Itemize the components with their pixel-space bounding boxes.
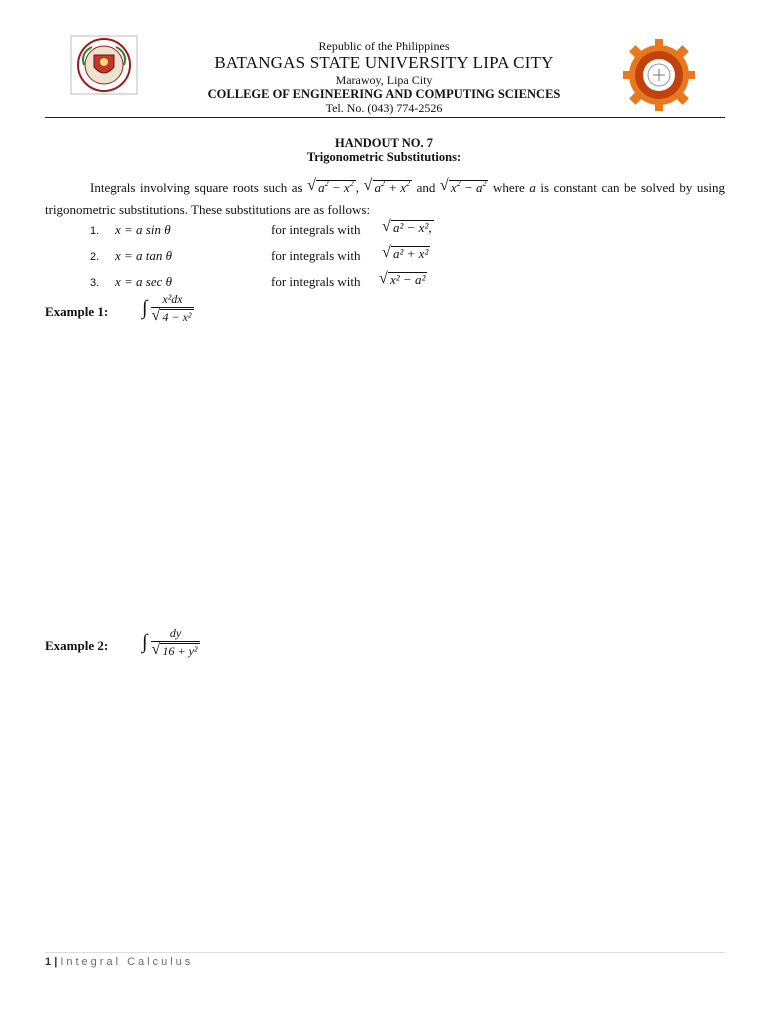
page-footer xyxy=(45,956,193,968)
handout-number: HANDOUT NO. 7 xyxy=(334,136,434,150)
intro-text-2: where xyxy=(493,180,525,195)
header-address: Marawoy, Lipa City xyxy=(335,73,433,87)
substitution-radical: √ a² + x² xyxy=(382,244,429,261)
example-2-integral: ∫ dy √ 16 + y² xyxy=(142,626,198,658)
substitution-expr: x = a sec θ xyxy=(115,274,173,289)
example-2-label: Example 2: xyxy=(45,638,109,653)
integral-sign-icon: ∫ xyxy=(142,631,148,653)
university-name: BATANGAS STATE UNIVERSITY LIPA CITY xyxy=(214,53,554,72)
list-number: 2. xyxy=(90,251,100,263)
header-divider xyxy=(45,117,725,118)
substitution-label: for integrals with xyxy=(271,274,361,289)
footer-divider xyxy=(45,952,725,953)
substitution-radical: √ a² − x², xyxy=(382,218,432,235)
list-number: 3. xyxy=(90,277,100,289)
intro-paragraph: Integrals involving square roots such as √ $a^2 - x^2$ , √ $a^2 + x^2$ and √ $x^2 - a^2$ where a is constant can be solved by using trigonometric substitutions. These substitutions are as follows: xyxy=(45,177,726,217)
college-name: COLLEGE OF ENGINEERING AND COMPUTING SCIENCES xyxy=(207,87,561,101)
course-name: Integral Calculus xyxy=(60,956,194,968)
radical-a2-plus-x2: √ $a^2 + x^2$ xyxy=(363,177,411,195)
list-item xyxy=(90,248,99,264)
substitution-expr: x = a tan θ xyxy=(115,248,173,263)
header-country: Republic of the Philippines xyxy=(318,39,450,53)
intro-text-3: is constant can be solved by using trigonometric substitutions. These substitutions are as follows: xyxy=(45,180,726,217)
substitution-expr: x = a sin θ xyxy=(115,222,171,237)
header-tel: Tel. No. (043) 774-2526 xyxy=(325,101,443,115)
footer-separator: | xyxy=(54,956,58,968)
substitution-radical: √ x² − a² xyxy=(379,270,426,287)
handout-title: Trigonometric Substitutions: xyxy=(306,150,462,164)
page-number: 1 xyxy=(45,956,52,968)
example-1-denominator: 4 − x² xyxy=(162,310,192,324)
example-1-numerator: x²dx xyxy=(162,292,183,306)
example-1-label: Example 1: xyxy=(45,304,109,319)
example-2-denominator: 16 + y² xyxy=(162,644,198,658)
substitution-label: for integrals with xyxy=(271,222,361,237)
radical-a2-minus-x2: √ $a^2 - x^2$ xyxy=(307,177,354,195)
example-1-integral: ∫ x²dx √ 4 − x² xyxy=(142,292,192,324)
integral-sign-icon: ∫ xyxy=(142,297,148,319)
example-2-numerator: dy xyxy=(169,626,182,640)
intro-var: a xyxy=(529,180,536,195)
intro-and: and xyxy=(416,180,436,195)
intro-text-1: Integrals involving square roots such as xyxy=(90,180,303,195)
list-item xyxy=(90,274,99,290)
list-number: 1. xyxy=(90,225,100,237)
list-item xyxy=(90,222,99,238)
substitution-label: for integrals with xyxy=(271,248,361,263)
radical-x2-minus-a2: √ $x^2 - a^2$ xyxy=(439,177,487,195)
